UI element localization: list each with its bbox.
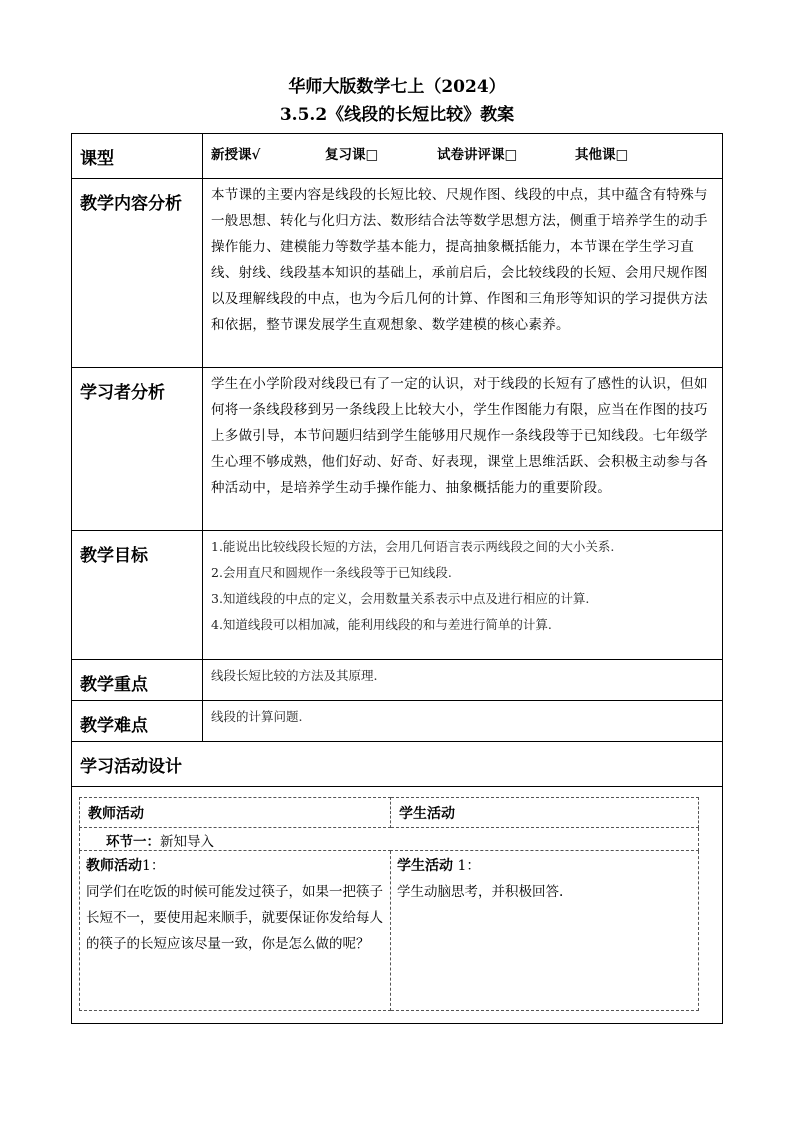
objectives-label: 教学目标 bbox=[72, 531, 203, 660]
lesson-type-options bbox=[203, 134, 723, 179]
teacher-activity-sub-label: 教师活动 bbox=[86, 858, 142, 874]
student-activity-header: 学生活动 bbox=[391, 798, 699, 828]
lesson-type-option-other: 其他课□ bbox=[575, 147, 629, 163]
lesson-type-label: 课型 bbox=[72, 134, 203, 179]
content-analysis-label: 教学内容分析 bbox=[72, 179, 203, 368]
objectives-row bbox=[72, 531, 723, 660]
objective-item: 1.能说出比较线段长短的方法，会用几何语言表示两线段之间的大小关系. bbox=[211, 539, 615, 554]
teacher-activity-header: 教师活动 bbox=[80, 798, 391, 828]
teacher-activity-sub-num: 1： bbox=[142, 858, 165, 874]
key-points-text: 线段长短比较的方法及其原理. bbox=[203, 660, 723, 701]
objective-item: 4.知道线段可以相加减，能利用线段的和与差进行简单的计算. bbox=[211, 617, 552, 632]
activity-design-row bbox=[72, 787, 723, 1024]
lesson-type-option-review: 复习课□ bbox=[325, 147, 379, 163]
lesson-type-option-new: 新授课√ bbox=[211, 147, 261, 163]
objective-item: 2.会用直尺和圆规作一条线段等于已知线段. bbox=[211, 565, 452, 580]
activity-table bbox=[79, 797, 699, 1011]
stage-name: 新知导入 bbox=[160, 834, 214, 850]
student-activity-body bbox=[391, 851, 699, 1011]
key-points-label: 教学重点 bbox=[72, 660, 203, 701]
activity-design-label: 学习活动设计 bbox=[72, 742, 723, 787]
content-analysis-text: 本节课的主要内容是线段的长短比较、尺规作图、线段的中点，其中蕴含有特殊与一般思想、转化与化归方法、数形结合法等数学思想方法，侧重于培养学生的动手操作能力、建模能力等数学基本能力，提高抽象概括能力，本节课在学生学习直线、射线、线段基本知识的基础上，承前启后，会比较线段的长短、会用尺规作图以及理解线段的中点，也为今后几何的计算、作图和三角形等知识的学习提供方法和依据，整节课发展学生直观想象、数学建模的核心素养。 bbox=[203, 179, 723, 368]
student-activity-sub-num: 1： bbox=[453, 858, 481, 874]
stage-row bbox=[80, 828, 699, 851]
lesson-type-option-exam-review: 试卷讲评课□ bbox=[437, 147, 518, 163]
content-analysis-row bbox=[72, 179, 723, 368]
objectives-list bbox=[203, 531, 723, 660]
teacher-activity-body bbox=[80, 851, 391, 1011]
document-subtitle: 3.5.2《线段的长短比较》教案 bbox=[279, 105, 515, 125]
student-activity-text: 学生动脑思考，并积极回答. bbox=[397, 884, 564, 900]
difficulties-text: 线段的计算问题. bbox=[203, 701, 723, 742]
learner-analysis-text: 学生在小学阶段对线段已有了一定的认识，对于线段的长短有了感性的认识，但如何将一条线段移到另一条线段上比较大小，学生作图能力有限，应当在作图的技巧上多做引导，本节问题归结到学生能够用尺规作一条线段等于已知线段。七年级学生心理不够成熟，他们好动、好奇、好表现，课堂上思维活跃、会积极主动参与各种活动中，是培养学生动手操作能力、抽象概括能力的重要阶段。 bbox=[203, 368, 723, 531]
lesson-type-row bbox=[72, 134, 723, 179]
teacher-activity-text: 同学们在吃饭的时候可能发过筷子，如果一把筷子长短不一，要使用起来顺手，就要保证你发给每人的筷子的长短应该尽量一致，你是怎么做的呢？ bbox=[86, 884, 383, 952]
student-activity-sub-label: 学生活动 bbox=[397, 858, 453, 874]
lesson-plan-table bbox=[71, 133, 723, 1024]
learner-analysis-label: 学习者分析 bbox=[72, 368, 203, 531]
document-title: 华师大版数学七上（2024） bbox=[288, 77, 506, 97]
stage-prefix: 环节一： bbox=[106, 834, 160, 850]
key-points-row bbox=[72, 660, 723, 701]
difficulties-label: 教学难点 bbox=[72, 701, 203, 742]
difficulties-row bbox=[72, 701, 723, 742]
learner-analysis-row bbox=[72, 368, 723, 531]
activity-design-title-row bbox=[72, 742, 723, 787]
objective-item: 3.知道线段的中点的定义，会用数量关系表示中点及进行相应的计算. bbox=[211, 591, 590, 606]
activity-design-cell bbox=[72, 787, 723, 1024]
